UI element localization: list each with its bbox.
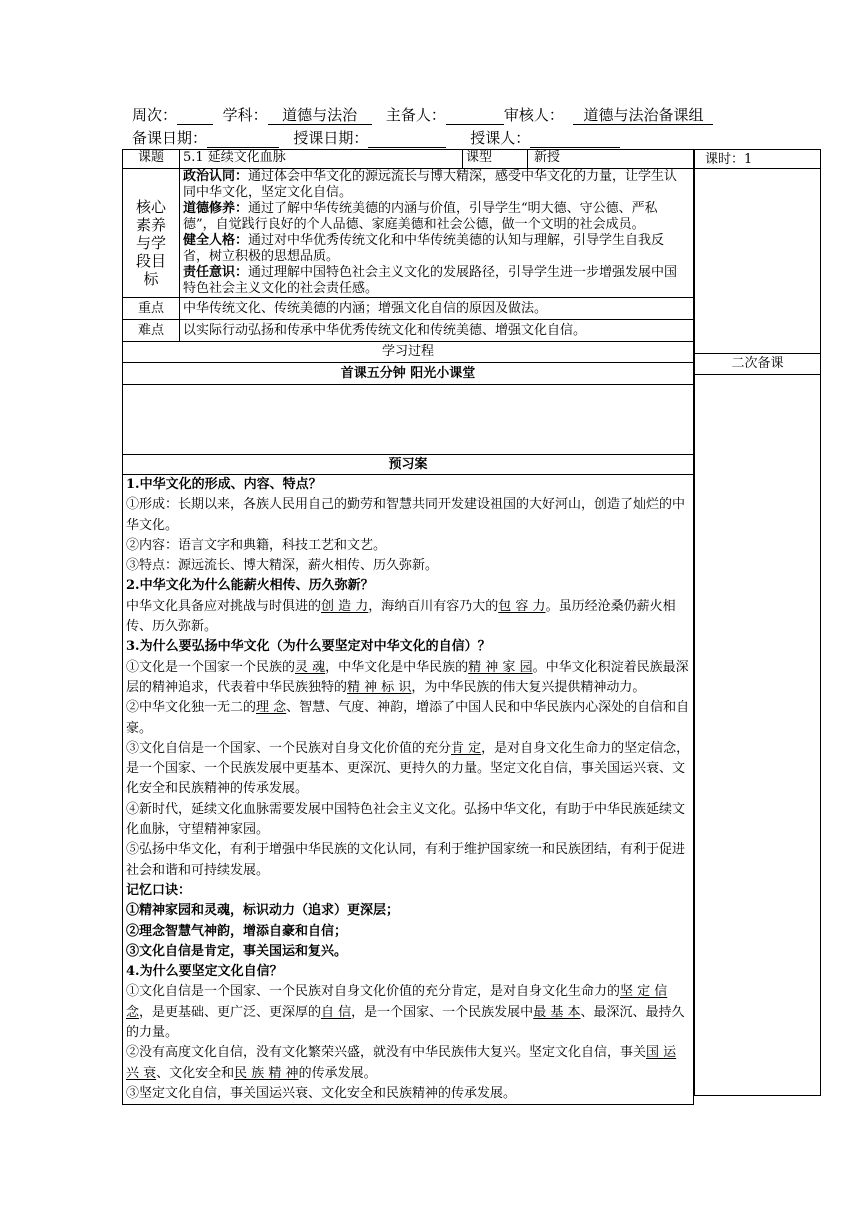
teach-date-label: 授课日期： xyxy=(293,129,369,147)
prep-date-blank[interactable] xyxy=(207,130,279,148)
answer-1a: ①形成：长期以来，各族人民用自己的勤劳和智慧共同开发建设祖国的大好河山，创造了灿烂的中华文化。 xyxy=(126,497,686,533)
second-prep-column[interactable] xyxy=(694,374,821,1096)
goal-item: 政治认同：通过体会中华文化的源远流长与博大精深，感受中华文化的力量，让学生认同中华文化，坚定文化自信。 xyxy=(183,169,678,200)
second-prep-title: 二次备课 xyxy=(731,356,784,371)
lesson-plan-table xyxy=(122,149,694,1105)
key-point-row xyxy=(123,298,694,320)
preview-content-row xyxy=(123,475,694,1105)
question-2: 2.中华文化为什么能薪火相传、历久弥新？ xyxy=(126,578,374,594)
preview-title-row xyxy=(123,455,694,475)
goals-content xyxy=(180,169,694,298)
goals-row xyxy=(123,169,694,298)
answer-3-5: ⑤弘扬中华文化，有利于增强中华民族的文化认同，有利于维护国家统一和民族团结，有利于促进社会和谐和可持续发展。 xyxy=(126,842,686,878)
answer-1c: ③特点：源远流长、博大精深，薪火相传、历久弥新。 xyxy=(126,558,439,574)
topic-row xyxy=(123,150,694,169)
teacher-blank[interactable] xyxy=(530,130,620,148)
answer-3-4: ④新时代，延续文化血脉需要发展中国特色社会主义文化。弘扬中华文化，有助于中华民族延续文化血脉，守望精神家园。 xyxy=(126,801,686,838)
memory-line-3: ③文化自信是肯定，事关国运和复兴。 xyxy=(126,943,348,959)
preparer-label: 主备人： xyxy=(385,106,446,124)
reviewer-label: 审核人： xyxy=(503,106,564,124)
preview-content xyxy=(123,475,694,1105)
period-cell xyxy=(694,149,821,169)
header-line-1 xyxy=(132,104,713,125)
side-goals-cell xyxy=(694,168,821,354)
difficulty-text: 以实际行动弘扬和传承中华优秀传统文化和传统美德、增强文化自信。 xyxy=(180,320,694,342)
week-label: 周次： xyxy=(132,106,178,124)
week-blank[interactable] xyxy=(177,107,213,125)
answer-2: 中华文化具备应对挑战与时俱进的创 造 力，海纳百川有容乃大的包 容 力。虽历经沧桑仍薪火相传、历久弥新。 xyxy=(126,598,676,635)
reviewer-value[interactable]: 道德与法治备课组 xyxy=(573,107,713,125)
teacher-label: 授课人： xyxy=(470,129,531,147)
type-label: 课型 xyxy=(463,150,528,169)
answer-4-2: ②没有高度文化自信，没有文化繁荣兴盛，就没有中华民族伟大复兴。坚定文化自信，事关国 运 兴 衰、文化安全和民 族 精 神的传承发展。 xyxy=(126,1045,677,1081)
class-title-row xyxy=(123,363,694,385)
subject-label: 学科： xyxy=(222,106,268,124)
memory-title: 记忆口诀： xyxy=(126,882,192,898)
class-blank-row xyxy=(123,385,694,455)
difficulty-label: 难点 xyxy=(123,320,180,342)
answer-3-1: ①文化是一个国家一个民族的灵 魂，中华文化是中华民族的精 神 家 园。中华文化积淀着民族最深层的精神追求，代表着中华民族独特的精 神 标 识，为中华民族的伟大复兴提供精神动力。 xyxy=(126,659,689,695)
goal-item: 道德修养：通过了解中华传统美德的内涵与价值，引导学生“明大德、守公德、严私德”，自觉践行良好的个人品德、家庭美德和社会公德，做一个文明的社会成员。 xyxy=(183,201,658,232)
answer-4-1: ①文化自信是一个国家、一个民族对自身文化价值的充分肯定，是对自身文化生命力的坚 定 信 念，是更基础、更广泛、更深厚的自 信，是一个国家、一个民族发展中最 基 本、最深沉、最持久的力量。 xyxy=(126,984,685,1041)
class-title: 首课五分钟 阳光小课堂 xyxy=(123,363,694,385)
process-title-row xyxy=(123,342,694,363)
topic-value: 5.1 延续文化血脉 xyxy=(180,150,463,169)
subject-value[interactable]: 道德与法治 xyxy=(268,107,372,125)
process-title: 学习过程 xyxy=(123,342,694,363)
goal-item: 健全人格：通过对中华优秀传统文化和中华传统美德的认知与理解，引导学生自我反省，树立积极的思想品质。 xyxy=(183,233,665,264)
goal-item: 责任意识：通过理解中国特色社会主义文化的发展路径，引导学生进一步增强发展中国特色社会主义文化的社会责任感。 xyxy=(183,265,678,296)
period-value: 课时：1 xyxy=(705,152,753,167)
answer-3-2: ②中华文化独一无二的理 念、智慧、气度、神韵，增添了中国人民和中华民族内心深处的自信和自豪。 xyxy=(126,700,690,736)
teach-date-blank[interactable] xyxy=(368,130,446,148)
prep-date-label: 备课日期： xyxy=(132,129,208,147)
type-value: 新授 xyxy=(534,150,561,165)
preparer-blank[interactable] xyxy=(446,107,504,125)
memory-line-2: ②理念智慧气神韵，增添自豪和自信； xyxy=(126,923,348,939)
question-1: 1.中华文化的形成、内容、特点？ xyxy=(126,477,322,492)
class-blank-cell xyxy=(123,385,694,455)
second-prep-title-cell xyxy=(694,353,821,375)
topic-label: 课题 xyxy=(123,150,180,169)
memory-line-1: ①精神家园和灵魂，标识动力（追求）更深层； xyxy=(126,903,400,919)
question-4: 4.为什么要坚定文化自信？ xyxy=(126,964,283,980)
key-point-text: 中华传统文化、传统美德的内涵；增强文化自信的原因及做法。 xyxy=(180,298,694,320)
answer-3-3: ③文化自信是一个国家、一个民族对自身文化价值的充分肯 定，是对自身文化生命力的坚定信念，是一个国家、一个民族发展中更基本、更深沉、更持久的力量。坚定文化自信，事关国运兴衰、文化安全和民族精神的传承发展。 xyxy=(126,740,690,797)
answer-4-3: ③坚定文化自信，事关国运兴衰、文化安全和民族精神的传承发展。 xyxy=(126,1085,517,1101)
key-point-label: 重点 xyxy=(123,298,180,320)
question-3: 3.为什么要弘扬中华文化（为什么要坚定对中华文化的自信）？ xyxy=(126,639,491,655)
goals-label: 核心素养与学段目标 xyxy=(136,198,167,288)
header-line-2 xyxy=(132,127,620,148)
answer-1b: ②内容：语言文字和典籍，科技工艺和文艺。 xyxy=(126,537,387,553)
preview-title: 预习案 xyxy=(123,455,694,475)
difficulty-row xyxy=(123,320,694,342)
